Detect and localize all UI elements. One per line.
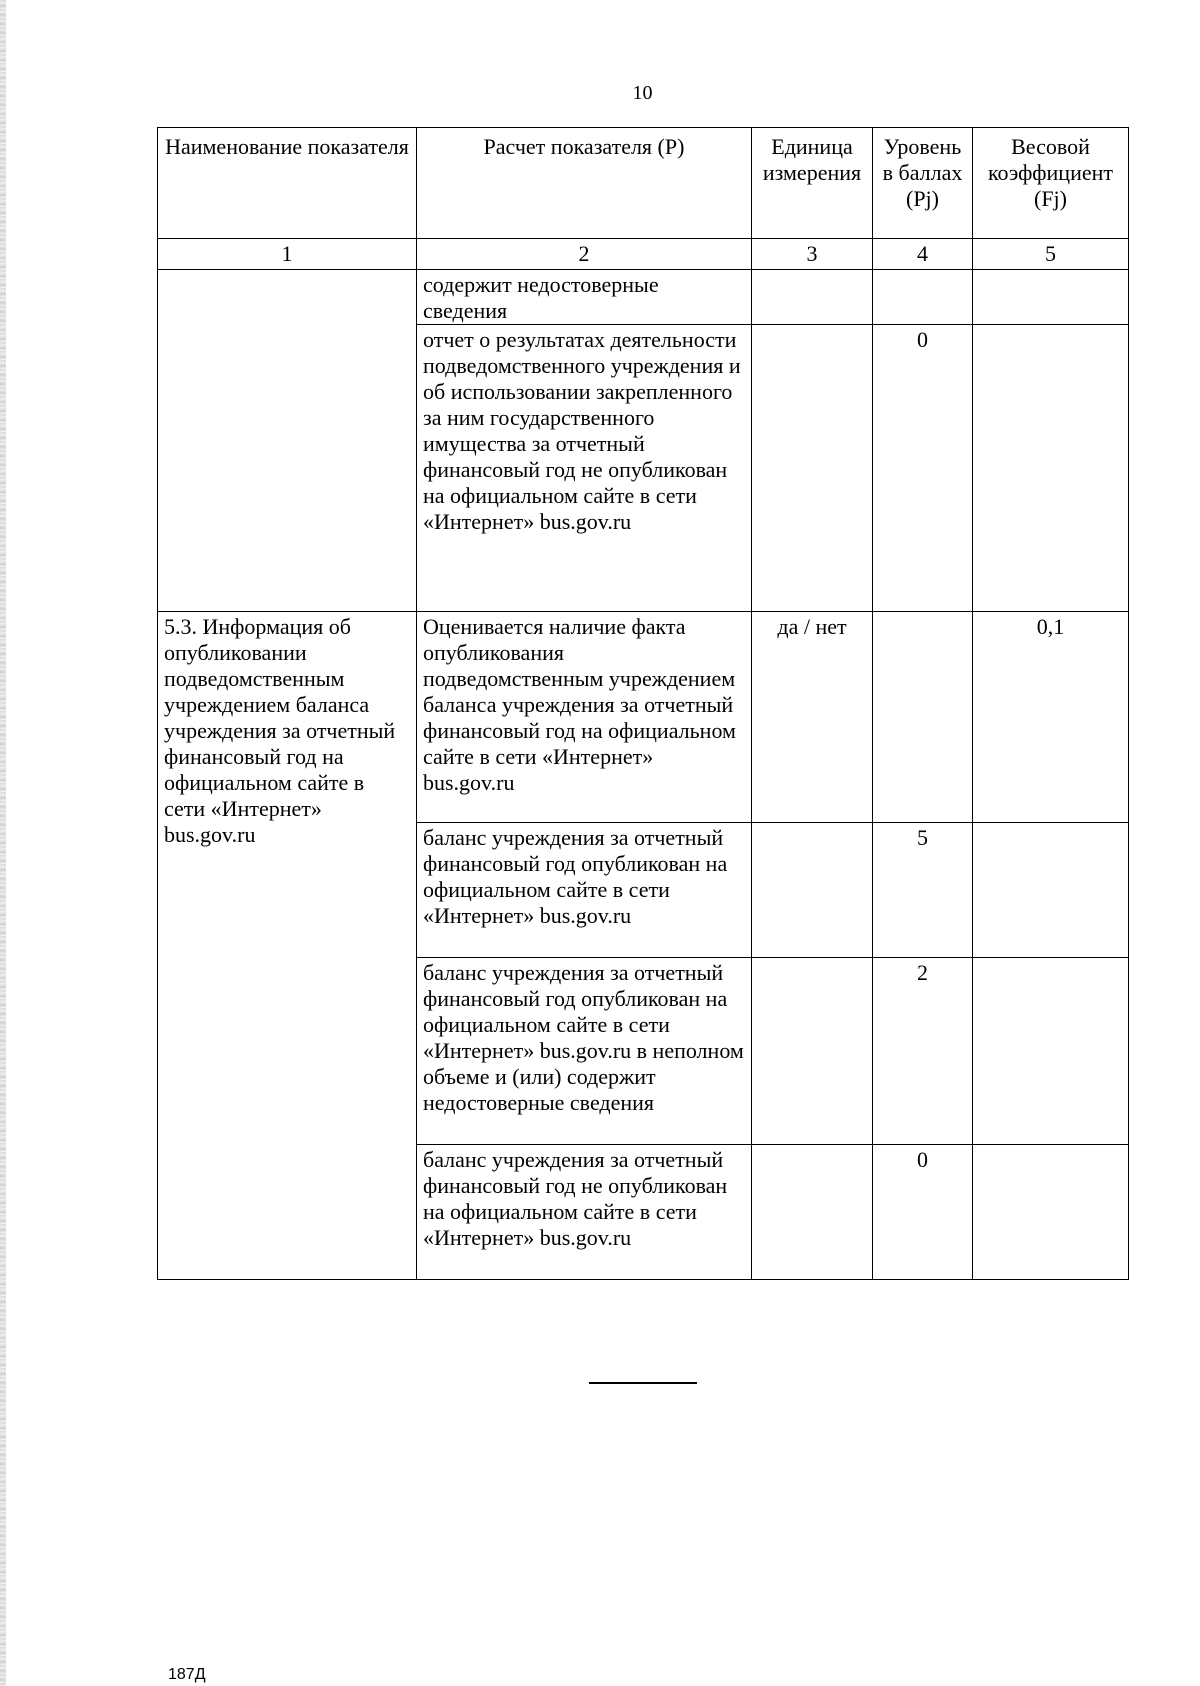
calc-cell: баланс учреждения за отчетный финансовый год опубликован на официальном сайте в сети «Интернет» bus.gov.ru [417, 823, 752, 958]
column-number: 1 [158, 239, 417, 270]
column-number: 3 [752, 239, 873, 270]
unit-cell [752, 958, 873, 1145]
unit-cell: да / нет [752, 612, 873, 823]
column-number: 5 [973, 239, 1129, 270]
unit-cell [752, 270, 873, 325]
level-cell [873, 612, 973, 823]
page-number: 10 [632, 82, 653, 104]
table-header-row [158, 128, 1129, 239]
header-calculation: Расчет показателя (P) [417, 128, 752, 239]
column-number: 4 [873, 239, 973, 270]
unit-cell [752, 1145, 873, 1280]
weight-cell [973, 270, 1129, 325]
indicator-name-cell-empty [158, 270, 417, 612]
column-number-row [158, 239, 1129, 270]
level-cell: 2 [873, 958, 973, 1145]
unit-cell [752, 325, 873, 612]
indicator-table [157, 127, 1129, 1280]
calc-cell: отчет о результатах деятельности подведомственного учреждения и об использовании закрепленного за ним государственного имущества за отчетный финансовый год не опубликован на официальном сайте в сети «Интернет» bus.gov.ru [417, 325, 752, 612]
table-row [158, 612, 1129, 823]
weight-cell [973, 958, 1129, 1145]
table-row [158, 270, 1129, 325]
indicator-name-cell: 5.3. Информация об опубликовании подведомственным учреждением баланса учреждения за отчетный финансовый год на официальном сайте в сети «Интернет» bus.gov.ru [158, 612, 417, 1280]
level-cell: 5 [873, 823, 973, 958]
weight-cell [973, 325, 1129, 612]
column-number: 2 [417, 239, 752, 270]
weight-cell: 0,1 [973, 612, 1129, 823]
footer-code: 187Д [168, 1666, 206, 1683]
end-of-document-rule [589, 1382, 697, 1384]
unit-cell [752, 823, 873, 958]
header-unit: Единица измерения [752, 128, 873, 239]
weight-cell [973, 1145, 1129, 1280]
weight-cell [973, 823, 1129, 958]
level-cell: 0 [873, 1145, 973, 1280]
header-weight: Весовой коэффициент (Fj) [973, 128, 1129, 239]
calc-cell: содержит недостоверные сведения [417, 270, 752, 325]
header-level: Уровень в баллах (Pj) [873, 128, 973, 239]
scan-edge-artifact [0, 0, 6, 1686]
header-indicator-name: Наименование показателя [158, 128, 417, 239]
level-cell: 0 [873, 325, 973, 612]
calc-cell: Оценивается наличие факта опубликования подведомственным учреждением баланса учреждения за отчетный финансовый год на официальном сайте в сети «Интернет» bus.gov.ru [417, 612, 752, 823]
level-cell [873, 270, 973, 325]
calc-cell: баланс учреждения за отчетный финансовый год не опубликован на официальном сайте в сети «Интернет» bus.gov.ru [417, 1145, 752, 1280]
calc-cell: баланс учреждения за отчетный финансовый год опубликован на официальном сайте в сети «Интернет» bus.gov.ru в неполном объеме и (или) содержит недостоверные сведения [417, 958, 752, 1145]
